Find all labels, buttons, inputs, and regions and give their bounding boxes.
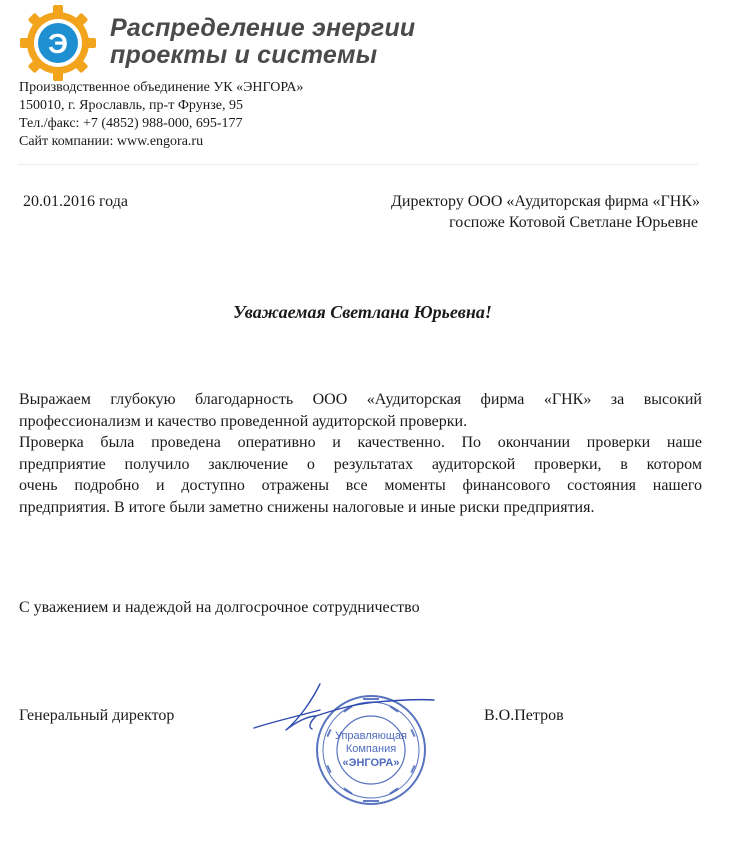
paragraph-2-line-3: очень подробно и доступно отражены все моменты финансового состояния нашего — [19, 477, 702, 495]
letterhead-title-line1: Распределение энергии — [110, 14, 416, 42]
paragraph-2-line-4: предприятия. В итоге были заметно снижены налоговые и иные риски предприятия. — [19, 499, 595, 517]
recipient-line1: Директору ООО «Аудиторская фирма «ГНК» — [391, 193, 700, 210]
stamp-line1: Управляющая — [334, 730, 408, 742]
company-phone: Тел./факс: +7 (4852) 988-000, 695-177 — [19, 116, 243, 131]
paragraph-1 — [19, 389, 702, 432]
logo-letter: Э — [48, 28, 68, 59]
header-divider — [18, 164, 698, 165]
paragraph-2-line-1: Проверка была проведена оперативно и качественно. По окончании проверки наше — [19, 434, 702, 451]
stamp-line3: «ЭНГОРА» — [342, 757, 400, 769]
company-logo — [16, 4, 100, 82]
recipient-line2: госпоже Котовой Светлане Юрьевне — [449, 214, 698, 231]
signatory-name: В.О.Петров — [484, 707, 564, 724]
salutation: Уважаемая Светлана Юрьевна! — [233, 302, 492, 322]
letterhead-title-line2: проекты и системы — [110, 41, 378, 69]
paragraph-2 — [19, 432, 702, 519]
paragraph-2-line-2: предприятие получило заключение о результатах аудиторской проверки, в котором — [19, 455, 702, 473]
company-name: Производственное объединение УК «ЭНГОРА» — [19, 80, 304, 95]
letter-date: 20.01.2016 года — [23, 193, 128, 210]
paragraph-1-line-1: Выражаем глубокую благодарность ООО «Аудиторская фирма «ГНК» за высокий — [19, 391, 702, 408]
closing-line: С уважением и надеждой на долгосрочное сотрудничество — [19, 599, 420, 616]
company-address: 150010, г. Ярославль, пр-т Фрунзе, 95 — [19, 98, 243, 113]
company-website: Сайт компании: www.engora.ru — [19, 134, 204, 149]
paragraph-1-line-2: профессионализм и качество проведенной аудиторской проверки. — [19, 412, 468, 430]
stamp-line2: Компания — [345, 743, 397, 755]
signatory-position: Генеральный директор — [19, 707, 175, 724]
handwritten-signature — [250, 680, 440, 740]
